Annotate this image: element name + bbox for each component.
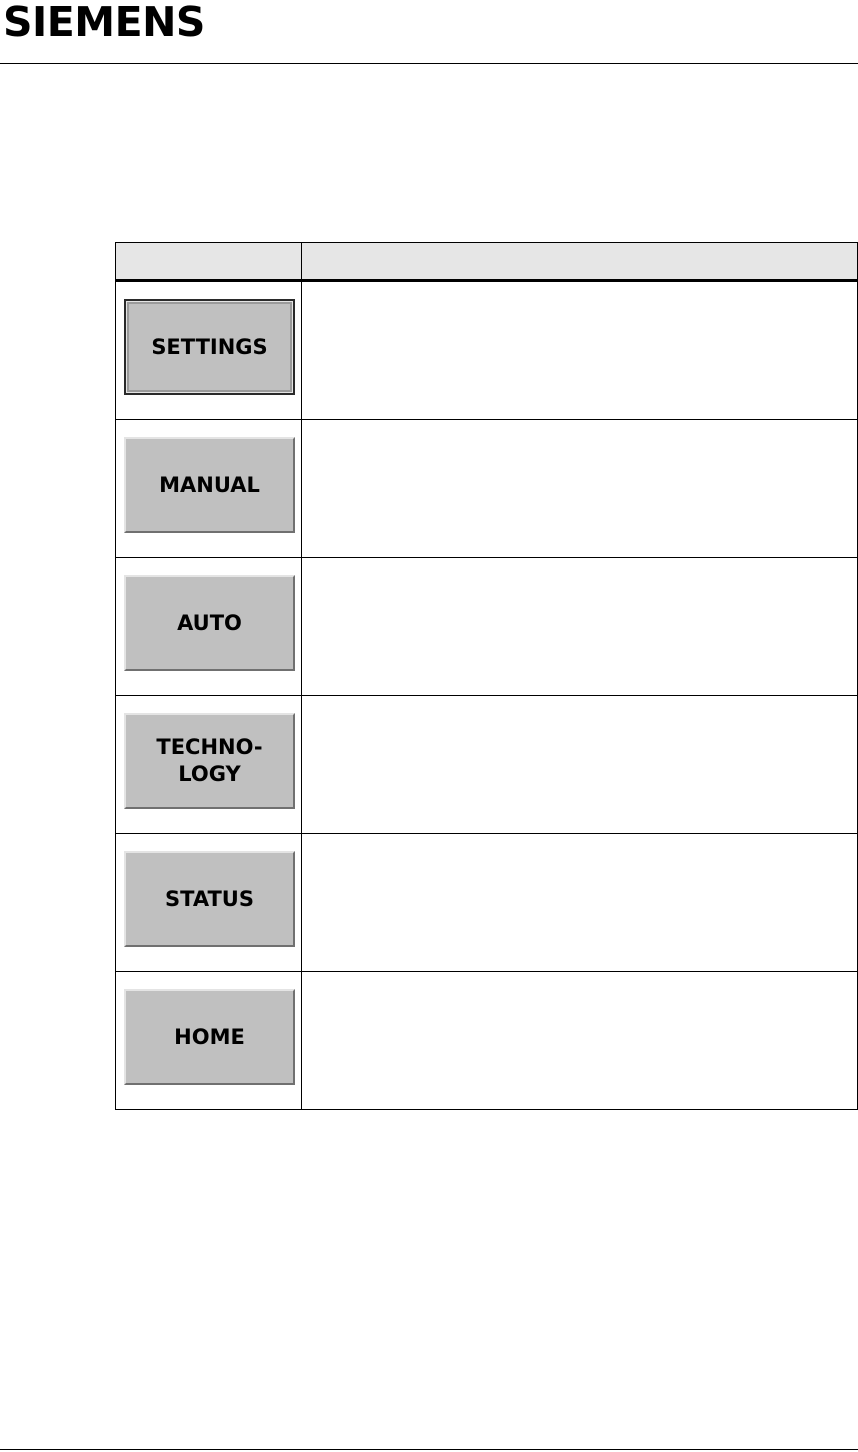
technology-button[interactable]: TECHNO- LOGY: [124, 713, 295, 809]
button-cell: [116, 420, 302, 558]
status-button[interactable]: STATUS: [124, 851, 295, 947]
table-row: [116, 558, 858, 696]
settings-button[interactable]: SETTINGS: [124, 299, 295, 395]
button-cell: [116, 558, 302, 696]
button-cell: [116, 834, 302, 972]
description-cell: [302, 696, 858, 834]
navigation-buttons-table: [115, 242, 858, 1110]
column-header-button: [116, 243, 302, 281]
home-button[interactable]: HOME: [124, 989, 295, 1085]
table-row: [116, 281, 858, 420]
table-row: [116, 420, 858, 558]
table-row: [116, 834, 858, 972]
description-cell: [302, 420, 858, 558]
button-cell: [116, 972, 302, 1110]
button-cell: [116, 696, 302, 834]
manual-button[interactable]: MANUAL: [124, 437, 295, 533]
footer-divider: [0, 1449, 858, 1450]
column-header-description: [302, 243, 858, 281]
table-row: [116, 972, 858, 1110]
siemens-logo: SIEMENS: [3, 0, 205, 46]
description-cell: [302, 834, 858, 972]
table-row: [116, 696, 858, 834]
header-divider: [0, 63, 858, 64]
button-cell: [116, 281, 302, 420]
table-header-row: [116, 243, 858, 281]
description-cell: [302, 558, 858, 696]
auto-button[interactable]: AUTO: [124, 575, 295, 671]
description-cell: [302, 281, 858, 420]
description-cell: [302, 972, 858, 1110]
